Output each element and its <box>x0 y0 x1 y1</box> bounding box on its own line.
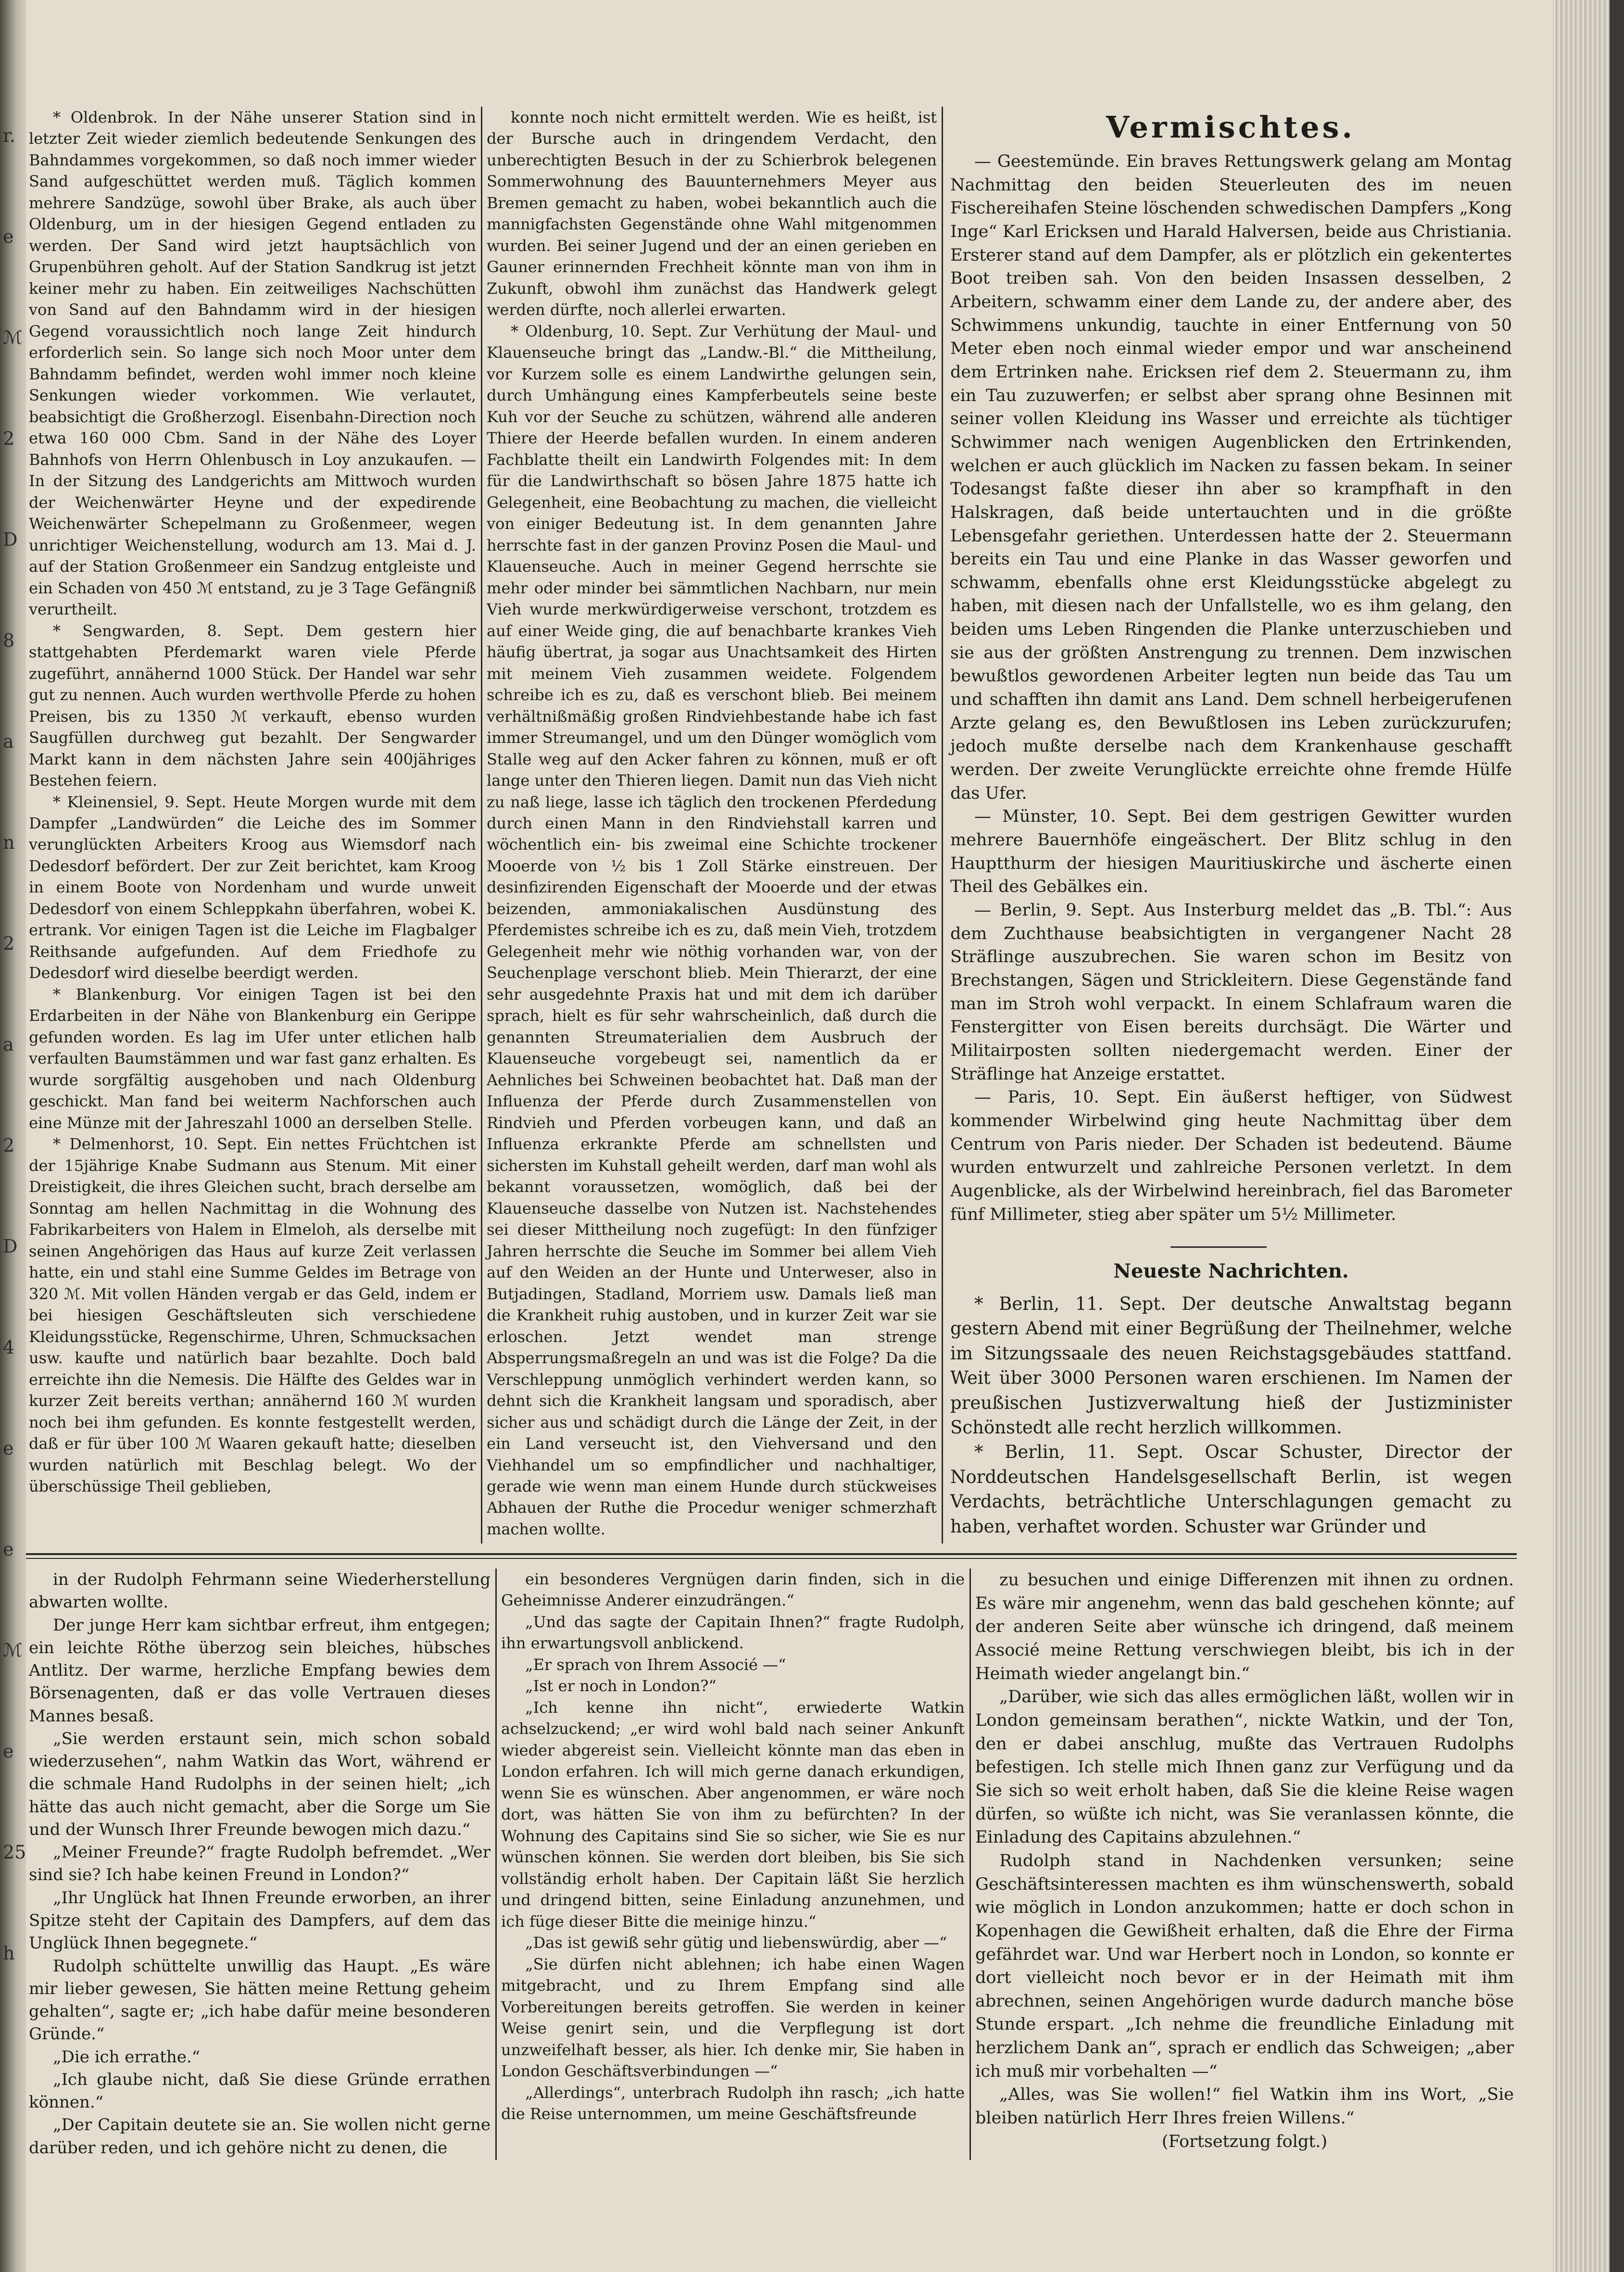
feuilleton-paragraph: Der junge Herr kam sichtbar erfreut, ihm entgegen; ein leichte Röthe überzog sein bleiches, hübsches Antlitz. Der warme, herzliche Empfang bewies dem Börsenagenten, daß er das volle Vertrauen dieses Mannes besaß. <box>29 1615 491 1726</box>
article-paris: — Paris, 10. Sept. Ein äußerst heftiger, von Südwest kommender Wirbelwind ging heute Nachmittag über dem Centrum von Paris nieder. Der Schaden ist bedeutend. Bäume wurden entwurzelt und zahlreiche Personen verletzt. In dem Augenblicke, als der Wirbelwind hereinbrach, fiel das Barometer fünf Millimeter, stieg aber später um 5½ Millimeter. <box>950 1088 1512 1224</box>
section-title-vermischtes: Vermischtes. <box>1106 110 1355 145</box>
facing-page-fragment: 2 <box>3 933 15 954</box>
facing-page-fragment: D <box>3 1236 18 1257</box>
column-3-neueste <box>950 1292 1512 1539</box>
feuilleton-paragraph: „Ich kenne ihn nicht“, erwiederte Watkin achselzuckend; „er wird wohl bald nach seiner Ankunft wieder abgereist sein. Vielleicht könnte man das eben in London erfahren. Ich will mich gerne danach erkundigen, wenn Sie es wünschen. Aber angenommen, er wäre noch dort, was hätten Sie von ihm zu befürchten? In der Wohnung des Capitains sind Sie so sicher, wie Sie es nur wünschen können. Sie werden dort bleiben, bis Sie sich vollständig erholt haben. Der Capitain läßt Sie herzlich und dringend bitten, seine Einladung anzunehmen, und ich füge dieser Bitte die meinige hinzu.“ <box>501 1698 965 1931</box>
facing-page-fragment: r. <box>3 125 16 146</box>
facing-page-fragment: a <box>3 1034 14 1055</box>
column-divider-2 <box>942 107 943 1544</box>
article-kleinensiel: * Kleinensiel, 9. Sept. Heute Morgen wurde mit dem Dampfer „Landwürden“ die Leiche des im Sommer verunglückten Arbeiters Kroog aus Wiemsdorf nach Dedesdorf befördert. Der zur Zeit berichtet, kam Kroog in einem Boote von Nordenham und wurde unweit Dedesdorf von einem Schleppkahn überfahren, wobei K. ertrank. Vor einigen Tagen ist die Leiche im Flagbalger Reithsande aufgefunden. Auf dem Friedhofe zu Dedesdorf wird dieselbe beerdigt werden. <box>29 792 476 982</box>
to-be-continued: (Fortsetzung folgt.) <box>1161 2132 1328 2151</box>
section-title-neueste-nachrichten: Neueste Nachrichten. <box>1113 1260 1349 1282</box>
article-oldenbrok: * Oldenbrok. In der Nähe unserer Station sind in letzter Zeit wieder ziemlich bedeutende Senkungen des Bahndammes vorgekommen, so daß noch immer wieder Sand aufgeschüttet werden muß. Täglich kommen mehrere Sandzüge, sowohl über Brake, als auch über Oldenburg, um in der hiesigen Gegend entladen zu werden. Der Sand wird jetzt hauptsächlich von Grupenbühren geholt. Auf der Station Sandkrug ist jetzt keiner mehr zu haben. Ein zeitweiliges Nachschütten von Sand auf den Bahndamm wird in der hiesigen Gegend voraussichtlich noch lange Zeit hindurch erforderlich sein. So lange sich noch Moor unter dem Bahndamm befindet, werden wohl immer noch kleine Senkungen wieder vorkommen. Wie verlautet, beabsichtigt die Großherzogl. Eisenbahn-Direction noch etwa 160 000 Cbm. Sand in der Nähe des Loyer Bahnhofs von Herrn Ohlenbusch in Loy anzukaufen. — In der Sitzung des Landgerichts am Mittwoch wurden der Weichenwärter Heyne und der expedirende Weichenwärter Schepelmann zu Großenmeer, wegen unrichtiger Weichenstellung, wodurch am 13. Mai d. J. auf der Station Großenmeer ein Sandzug entgleiste und ein Schaden von 450 ℳ entstand, zu je 3 Tage Gefängniß verurtheilt. <box>29 108 476 619</box>
facing-page-fragment: ℳ <box>3 327 23 348</box>
column-1-local-news <box>29 107 476 1497</box>
facing-page-fragment: e <box>3 226 14 247</box>
article-geestemuende: — Geestemünde. Ein braves Rettungswerk gelang am Montag Nachmittag den beiden Steuerleuten des im neuen Fischereihafen Steine löschenden schwedischen Dampfers „Kong Inge“ Karl Ericksen und Harald Halversen, beide aus Christiania. Ersterer stand auf dem Dampfer, als er plötzlich ein gekentertes Boot treiben sah. Von den beiden Insassen desselben, 2 Arbeitern, schwamm einer dem Lande zu, der andere aber, des Schwimmens unkundig, tauchte in einer Entfernung von 50 Meter eben noch einmal wieder empor und war anscheinend dem Ertrinken nahe. Ericksen rief dem 2. Steuermann zu, ihm ein Tau zuzuwerfen; er selbst aber sprang ohne Besinnen mit seiner vollen Kleidung ins Wasser und erreichte als tüchtiger Schwimmer nach wenigen Augenblicken den Ertrinkenden, welchen er auch glücklich im Nacken zu fassen bekam. In seiner Todesangst faßte dieser ihn aber so krampfhaft in den Halskragen, daß beide untertauchten und in die größte Lebensgefahr geriethen. Unterdessen hatte der 2. Steuermann bereits ein Tau und eine Planke in das Wasser geworfen und schwamm, ebenfalls ohne erst Kleidungsstücke abgelegt zu haben, mit diesen nach der Unfallstelle, wo es ihm gelang, den beiden ums Leben Ringenden die Planke unterzuschieben und sie aus der größten Anstrengung zu trennen. Dem inzwischen bewußtlos gewordenen Arbeiter legten nun beide das Tau um und schafften ihn damit ans Land. Dem schnell herbeigerufenen Arzte gelang es, den Bewußtlosen ins Leben zurückzurufen; jedoch mußte derselbe nach dem Krankenhause geschafft werden. Der zweite Verunglückte erreichte ohne fremde Hülfe das Ufer. <box>950 152 1512 803</box>
feuilleton-paragraph: „Ist er noch in London?“ <box>525 1677 717 1695</box>
facing-page-fragment: h <box>3 1943 15 1964</box>
book-block-edge <box>1553 0 1624 2272</box>
feuilleton-paragraph: „Meiner Freunde?“ fragte Rudolph befremdet. „Wer sind sie? Ich habe keinen Freund in London?“ <box>29 1843 491 1885</box>
article-delmenhorst: * Delmenhorst, 10. Sept. Ein nettes Früchtchen ist der 15jährige Knabe Sudmann aus Stenum. Mit einer Dreistigkeit, die ihres Gleichen sucht, brach derselbe am Sonntag am hellen Nachmittag in die Wohnung des Fabrikarbeiters von Halem in Elmeloh, als derselbe mit seinen Angehörigen das Haus auf kurze Zeit verlassen hatte, ein und stahl eine Summe Geldes im Betrage von 320 ℳ. Mit vollen Händen vergab er das Geld, indem er bei hiesigen Geschäftsleuten sich verschiedene Kleidungsstücke, Regenschirme, Uhren, Schmucksachen usw. kaufte und natürlich baar bezahlte. Doch bald erreichte ihn die Nemesis. Die Hälfte des Geldes war in kurzer Zeit bereits verthan; annähernd 160 ℳ wurden noch bei ihm gefunden. Es konnte festgestellt werden, daß er für über 100 ℳ Waaren gekauft hatte; dieselben wurden natürlich mit Beschlag belegt. Wo der überschüssige Theil geblieben, <box>29 1135 476 1495</box>
article-blankenburg: * Blankenburg. Vor einigen Tagen ist bei den Erdarbeiten in der Nähe von Blankenburg ein Gerippe gefunden worden. Es lag im Ufer unter etlichen halb verfaulten Baumstämmen und war fast ganz erhalten. Es wurde sorgfältig ausgehoben und nach Oldenburg geschickt. Man fand bei weiterm Nachforschen auch eine Münze mit der Jahreszahl 1000 an derselben Stelle. <box>29 985 476 1132</box>
feuilleton-paragraph: „Ihr Unglück hat Ihnen Freunde erworben, an ihrer Spitze steht der Capitain des Dampfers, auf dem das Unglück Ihnen begegnete.“ <box>29 1888 491 1953</box>
facing-page-fragment: 4 <box>3 1337 15 1358</box>
facing-page-fragment: 25 <box>3 1842 26 1863</box>
feuilleton-column-2 <box>501 1569 965 2125</box>
feuilleton-divider <box>26 1553 1517 1555</box>
feuilleton-paragraph: „Sie werden erstaunt sein, mich schon sobald wiederzusehen“, nahm Watkin das Wort, während er die schmale Hand Rudolphs in der seinen hielt; „ich hätte das auch nicht gemacht, aber die Sorge um Sie und der Wunsch Ihrer Freunde bewogen mich dazu.“ <box>29 1729 491 1839</box>
facing-page-fragment: e <box>3 1741 14 1762</box>
column-2-local-news <box>487 107 937 1540</box>
feuilleton-paragraph: „Die ich errathe.“ <box>53 2047 201 2067</box>
feuilleton-paragraph: zu besuchen und einige Differenzen mit ihnen zu ordnen. Es wäre mir angenehm, wenn das bald geschehen könnte; auf der anderen Seite aber wünsche ich dringend, daß meinem Associé meine Rettung verschwiegen bleibt, bis ich in der Heimath wieder angelangt bin.“ <box>975 1570 1514 1683</box>
article-delmenhorst-continued: konnte noch nicht ermittelt werden. Wie es heißt, ist der Bursche auch in dringendem Verdacht, den unberechtigten Besuch in der zu Schierbrok belegenen Sommerwohnung des Bauunternehmers Meyer aus Bremen gemacht zu haben, wobei bekanntlich auch die mannigfachsten Gegenstände ohne Wahl mitgenommen wurden. Bei seiner Jugend und der an einen gerieben en Gauner erinnernden Frechheit könnte man von ihm in Zukunft, obwohl ihm zunächst das Handwerk gelegt werden dürfte, noch allerlei erwarten. <box>487 108 937 319</box>
background-shadow <box>1610 0 1624 2272</box>
facing-page-fragment: D <box>3 529 18 550</box>
facing-page-fragment: 8 <box>3 630 15 651</box>
facing-page-fragment: ℳ <box>3 1640 23 1661</box>
feuilleton-divider-col-2 <box>969 1569 971 2160</box>
article-berlin-anwaltstag: * Berlin, 11. Sept. Der deutsche Anwaltstag begann gestern Abend mit einer Begrüßung der Theilnehmer, welche im Sitzungssaale des neuen Reichstagsgebäudes stattfand. Weit über 3000 Personen waren erschienen. Im Namen der preußischen Justizverwaltung hieß der Justizminister Schönstedt alle recht herzlich willkommen. <box>950 1293 1512 1438</box>
column-divider-1 <box>481 107 482 1544</box>
feuilleton-divider-thin <box>26 1558 1517 1559</box>
facing-page-fragment: e <box>3 1438 14 1459</box>
section-divider-neueste <box>1171 1246 1267 1248</box>
facing-page-fragment: a <box>3 731 14 752</box>
facing-page-fragment: 2 <box>3 428 15 449</box>
adjacent-page-edge <box>0 0 30 2272</box>
feuilleton-paragraph: „Er sprach von Ihrem Associé —“ <box>525 1655 786 1674</box>
article-oldenburg: * Oldenburg, 10. Sept. Zur Verhütung der Maul- und Klauenseuche bringt das „Landw.-Bl.“ die Mittheilung, vor Kurzem solle es einem Landwirthe gelungen sein, durch Umhängung eines Kampferbeutels seine beste Kuh vor der Seuche zu schützen, während alle anderen Thiere der Heerde befallen wurden. In einem anderen Fachblatte theilt ein Landwirth Folgendes mit: In dem für die Landwirthschaft so bösen Jahre 1875 hatte ich Gelegenheit, eine Beobachtung zu machen, die vielleicht von einiger Bedeutung ist. In dem genannten Jahre herrschte fast in der ganzen Provinz Posen die Maul- und Klauenseuche. Auch in meiner Gegend herrschte sie mehr oder minder bei sämmtlichen Nachbarn, nur mein Vieh wurde merkwürdigerweise verschont, trotzdem es auf einer Weide ging, die auf benachbarte krankes Vieh häufig übertrat, ja sogar aus Unachtsamkeit des Hirten mit meinem Vieh zusammen weidete. Folgendem schreibe ich es zu, daß es verschont blieb. Bei meinem verhältnißmäßig großen Rindviehbestande habe ich fast immer Streumangel, und um den Dünger womöglich vom Stalle weg auf den Acker fahren zu können, muß er oft lange unter den Thieren liegen. Damit nun das Vieh nicht zu naß liege, lasse ich täglich den trockenen Pferdedung durch einen Mann in den Rindviehstall karren und wöchentlich ein- bis zweimal eine Schichte trockener Mooerde von ½ bis 1 Zoll Stärke einstreuen. Der desinfizirenden Eigenschaft der Mooerde und der etwas beizenden, ammoniakalischen Ausdünstung des Pferdemistes schreibe ich es zu, daß mein Vieh, trotzdem Gelegenheit mehr wie nöthig vorhanden war, von der Seuchenplage verschont blieb. Mein Thierarzt, der eine sehr ausgedehnte Praxis hat und mit dem ich darüber sprach, hielt es für sehr wahrscheinlich, daß durch die genannten Streumaterialien dem Ausbruch der Klauenseuche vorgebeugt sei, namentlich da er Aehnliches bei Schweinen beobachtet hat. Daß man der Influenza der Pferde durch Zusammenstellen von Rindvieh und Pferden vorbeugen kann, und daß an Influenza erkrankte Pferde am schnellsten und sichersten im Kuhstall geheilt werden, darf man wohl als bekannt voraussetzen, womöglich, daß bei der Klauenseuche dasselbe von Nutzen ist. Nachstehendes sei dieser Mittheilung noch zugefügt: In den fünfziger Jahren herrschte die Seuche im Sommer bei allem Vieh auf den Weiden an der Hunte und Unterweser, also in Butjadingen, Stadland, Morriem usw. Damals ließ man die Krankheit ruhig austoben, und in kurzer Zeit war sie erloschen. Jetzt wendet man strenge Absperrungsmaßregeln an und was ist die Folge? Da die Verschleppung unmöglich verhindert werden kann, so dehnt sich die Krankheit langsam und sporadisch, aber sicher aus und schädigt durch die Länge der Zeit, in der ein Land verseucht ist, den Viehversand und den Viehhandel um so empfindlicher und nachhaltiger, gerade wie wenn man einem Hunde durch stückweises Abhauen der Ruthe die Procedur weniger schmerzhaft machen wollte. <box>487 322 937 1538</box>
feuilleton-paragraph: Rudolph stand in Nachdenken versunken; seine Geschäftsinteressen machten es ihm wünschenswerth, sobald wie möglich in London anzukommen; hatte er doch schon in Kopenhagen die Gewißheit erhalten, daß die Ehre der Firma gefährdet war. Und war Herbert noch in London, so konnte er dort vielleicht noch bevor er in der Heimath mit ihm abrechnen, seinen Angehörigen wurde dadurch manche böse Stunde erspart. „Ich nehme die freundliche Einladung mit herzlichem Dank an“, sprach er endlich das Schweigen; „aber ich muß mir vorbehalten —“ <box>975 1851 1514 2081</box>
feuilleton-paragraph: „Der Capitain deutete sie an. Sie wollen nicht gerne darüber reden, und ich gehöre nicht zu denen, die <box>29 2115 491 2158</box>
facing-page-fragment: 2 <box>3 1135 15 1156</box>
feuilleton-paragraph: ein besonderes Vergnügen darin finden, sich in die Geheimnisse Anderer einzudrängen.“ <box>501 1570 965 1610</box>
feuilleton-paragraph: „Ich glaube nicht, daß Sie diese Gründe errathen können.“ <box>29 2070 491 2112</box>
feuilleton-paragraph: Rudolph schüttelte unwillig das Haupt. „Es wäre mir lieber gewesen, Sie hätten meine Rettung geheim gehalten“, sagte er; „ich habe dafür meine besonderen Gründe.“ <box>29 1956 491 2044</box>
feuilleton-paragraph: „Alles, was Sie wollen!“ fiel Watkin ihm ins Wort, „Sie bleiben natürlich Herr Ihres freien Willens.“ <box>975 2085 1514 2128</box>
feuilleton-paragraph: „Allerdings“, unterbrach Rudolph ihn rasch; „ich hatte die Reise unternommen, um meine Geschäftsfreunde <box>501 2083 965 2123</box>
article-berlin-insterburg: — Berlin, 9. Sept. Aus Insterburg meldet das „B. Tbl.“: Aus dem Zuchthause beabsichtigten in vergangener Nacht 28 Sträflinge auszubrechen. Sie waren schon im Besitz von Brechstangen, Sägen und Strickleitern. Diese Gegenstände fand man im Stroh wohl verpackt. In einem Schlafraum waren die Fenstergitter von Eisen bereits durchsägt. Die Wärter und Militairposten sollten niedergemacht werden. Einer der Sträflinge hat Anzeige erstattet. <box>950 901 1512 1084</box>
facing-page-fragment: e <box>3 1539 14 1560</box>
newspaper-page <box>26 0 1553 2272</box>
feuilleton-paragraph: „Sie dürfen nicht ablehnen; ich habe einen Wagen mitgebracht, und zu Ihrem Empfang sind alle Vorbereitungen bereits getroffen. Sie werden in keiner Weise genirt sein, und die Verpflegung ist dort unzweifelhaft besser, als hier. Ich denke mir, Sie haben in London Geschäftsverbindungen —“ <box>501 1955 965 2081</box>
article-muenster: — Münster, 10. Sept. Bei dem gestrigen Gewitter wurden mehrere Bauernhöfe eingeäschert. Der Blitz schlug in den Hauptthurm der hiesigen Mauritiuskirche und äscherte einen Theil des Gebälkes ein. <box>950 807 1512 897</box>
column-3-vermischtes <box>950 150 1512 1226</box>
article-sengwarden: * Sengwarden, 8. Sept. Dem gestern hier stattgehabten Pferdemarkt waren viele Pferde zugeführt, annähernd 1000 Stück. Der Handel war sehr gut zu nennen. Auch wurden werthvolle Pferde zu hohen Preisen, bis zu 1350 ℳ verkauft, ebenso wurden Saugfüllen durchweg gut bezahlt. Der Sengwarder Markt kann in dem nächsten Jahre sein 400jähriges Bestehen feiern. <box>29 621 476 790</box>
facing-page-fragment: n <box>3 832 15 853</box>
feuilleton-column-1 <box>29 1569 491 2159</box>
feuilleton-column-3 <box>975 1569 1514 2153</box>
feuilleton-paragraph: in der Rudolph Fehrmann seine Wiederherstellung abwarten wollte. <box>29 1570 491 1612</box>
feuilleton-paragraph: „Darüber, wie sich das alles ermöglichen läßt, wollen wir in London gemeinsam berathen“, nickte Watkin, und der Ton, den er dabei anschlug, mußte das Vertrauen Rudolphs befestigen. Ich stelle mich Ihnen ganz zur Verfügung und da Sie sich so weit erholt haben, daß Sie die kleine Reise wagen dürfen, so wüßte ich nicht, was Sie veranlassen könnte, die Einladung des Capitains abzulehnen.“ <box>975 1687 1514 1847</box>
article-berlin-schuster: * Berlin, 11. Sept. Oscar Schuster, Director der Norddeutschen Handelsgesellschaft Berlin, ist wegen Verdachts, beträchtliche Unterschlagungen gemacht zu haben, verhaftet worden. Schuster war Gründer und <box>950 1442 1512 1537</box>
feuilleton-paragraph: „Das ist gewiß sehr gütig und liebenswürdig, aber —“ <box>525 1933 947 1952</box>
feuilleton-paragraph: „Und das sagte der Capitain Ihnen?“ fragte Rudolph, ihn erwartungsvoll anblickend. <box>501 1612 965 1653</box>
feuilleton-divider-col-1 <box>495 1569 497 2160</box>
